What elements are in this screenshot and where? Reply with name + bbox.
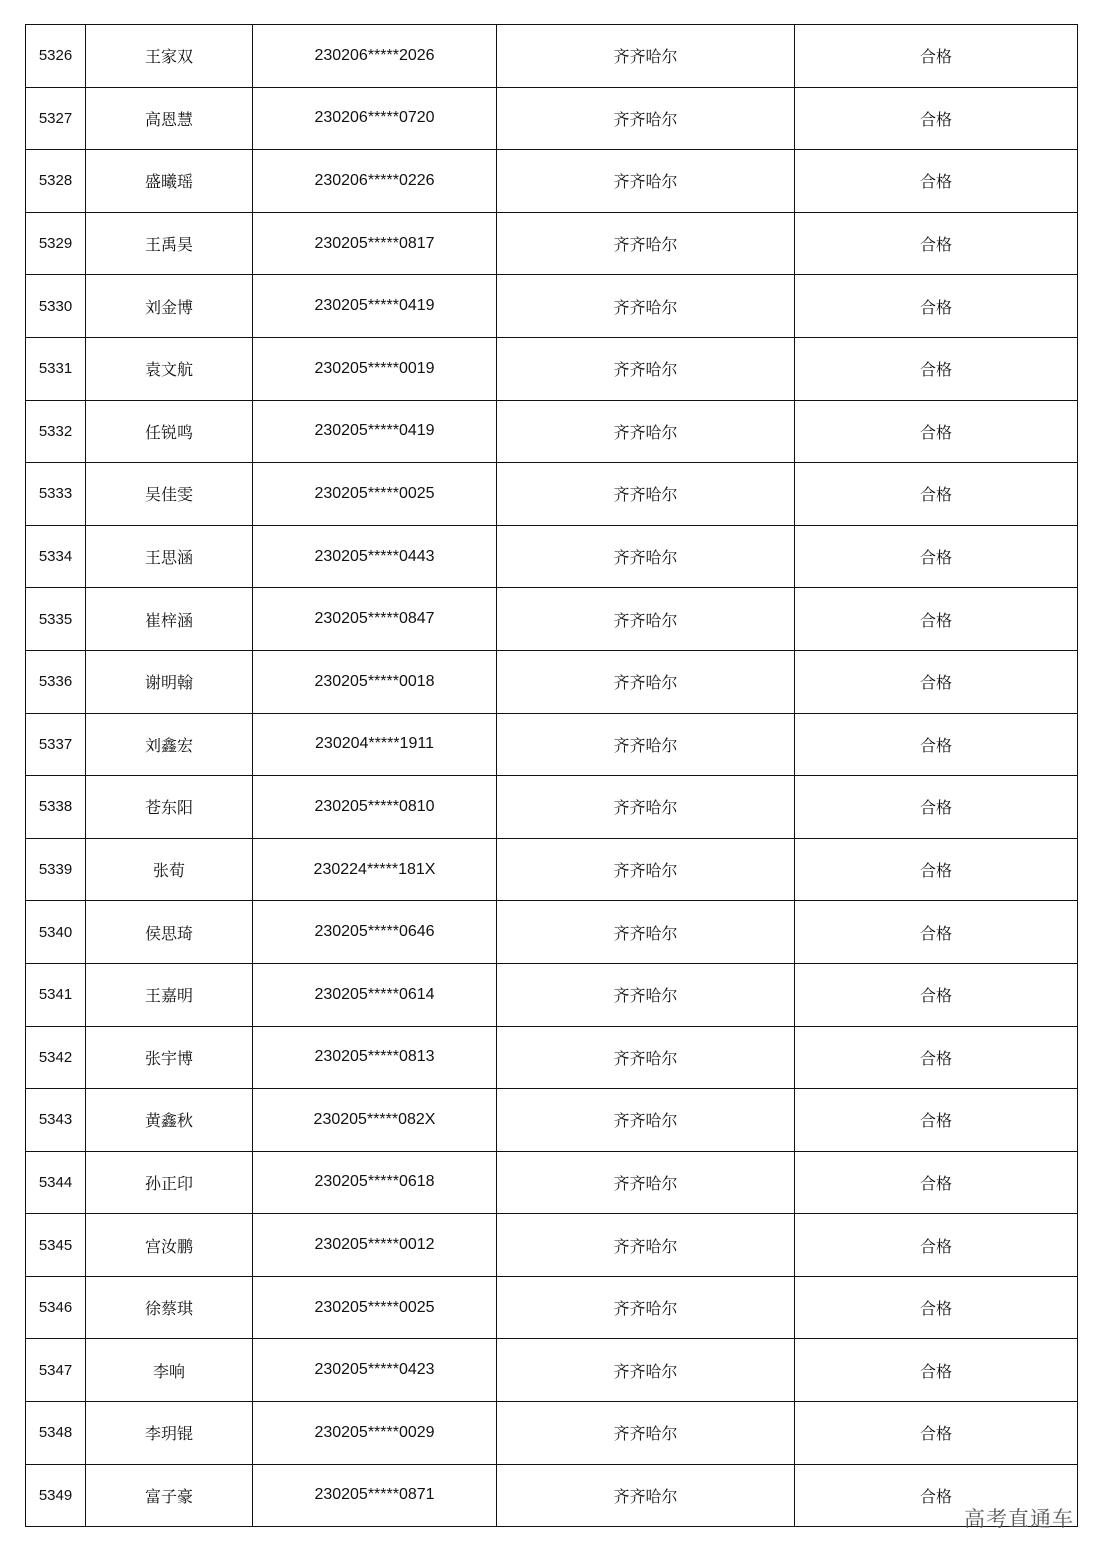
cell-seq: 5326 [26,25,86,88]
cell-name: 高恩慧 [86,87,253,150]
cell-result: 合格 [795,1214,1078,1277]
roster-sheet [25,24,1077,1527]
cell-id-number: 230206*****0720 [253,87,497,150]
cell-result: 合格 [795,275,1078,338]
cell-id-number: 230205*****0443 [253,525,497,588]
cell-name: 王思涵 [86,525,253,588]
table-row [26,1151,1078,1214]
cell-result: 合格 [795,400,1078,463]
roster-table-body [26,25,1078,1527]
cell-id-number: 230205*****0813 [253,1026,497,1089]
cell-id-number: 230205*****0810 [253,776,497,839]
cell-region: 齐齐哈尔 [497,275,795,338]
cell-result: 合格 [795,1339,1078,1402]
cell-result: 合格 [795,1089,1078,1152]
cell-id-number: 230205*****0614 [253,963,497,1026]
cell-seq: 5338 [26,776,86,839]
cell-id-number: 230204*****1911 [253,713,497,776]
cell-id-number: 230205*****082X [253,1089,497,1152]
cell-region: 齐齐哈尔 [497,212,795,275]
table-row [26,1089,1078,1152]
cell-result: 合格 [795,525,1078,588]
cell-name: 袁文航 [86,337,253,400]
table-row [26,1464,1078,1527]
cell-result: 合格 [795,87,1078,150]
cell-seq: 5346 [26,1276,86,1339]
cell-seq: 5328 [26,150,86,213]
cell-result: 合格 [795,1276,1078,1339]
cell-id-number: 230205*****0646 [253,901,497,964]
roster-table [25,24,1078,1527]
table-row [26,337,1078,400]
cell-result: 合格 [795,713,1078,776]
cell-region: 齐齐哈尔 [497,1339,795,1402]
cell-id-number: 230206*****0226 [253,150,497,213]
cell-name: 任锐鸣 [86,400,253,463]
cell-name: 黄鑫秋 [86,1089,253,1152]
cell-seq: 5341 [26,963,86,1026]
table-row [26,212,1078,275]
table-row [26,525,1078,588]
cell-seq: 5330 [26,275,86,338]
cell-name: 侯思琦 [86,901,253,964]
cell-region: 齐齐哈尔 [497,963,795,1026]
table-row [26,650,1078,713]
cell-region: 齐齐哈尔 [497,1026,795,1089]
cell-region: 齐齐哈尔 [497,650,795,713]
cell-id-number: 230206*****2026 [253,25,497,88]
cell-id-number: 230224*****181X [253,838,497,901]
cell-region: 齐齐哈尔 [497,25,795,88]
cell-name: 张荀 [86,838,253,901]
cell-seq: 5347 [26,1339,86,1402]
cell-region: 齐齐哈尔 [497,87,795,150]
cell-name: 张宇博 [86,1026,253,1089]
cell-seq: 5340 [26,901,86,964]
cell-result: 合格 [795,1402,1078,1465]
cell-result: 合格 [795,650,1078,713]
cell-seq: 5333 [26,463,86,526]
cell-name: 李响 [86,1339,253,1402]
cell-seq: 5343 [26,1089,86,1152]
cell-region: 齐齐哈尔 [497,1464,795,1527]
cell-seq: 5348 [26,1402,86,1465]
cell-id-number: 230205*****0847 [253,588,497,651]
table-row [26,588,1078,651]
cell-name: 刘金博 [86,275,253,338]
table-row [26,1339,1078,1402]
cell-result: 合格 [795,150,1078,213]
cell-id-number: 230205*****0025 [253,1276,497,1339]
watermark-text: 高考直通车 [964,1507,1074,1531]
cell-name: 徐蔡琪 [86,1276,253,1339]
cell-name: 刘鑫宏 [86,713,253,776]
cell-result: 合格 [795,1151,1078,1214]
table-row [26,25,1078,88]
cell-id-number: 230205*****0871 [253,1464,497,1527]
cell-region: 齐齐哈尔 [497,525,795,588]
cell-result: 合格 [795,463,1078,526]
cell-region: 齐齐哈尔 [497,776,795,839]
cell-result: 合格 [795,838,1078,901]
cell-id-number: 230205*****0423 [253,1339,497,1402]
cell-seq: 5349 [26,1464,86,1527]
cell-seq: 5336 [26,650,86,713]
cell-region: 齐齐哈尔 [497,588,795,651]
cell-name: 盛曦瑶 [86,150,253,213]
cell-result: 合格 [795,588,1078,651]
cell-seq: 5342 [26,1026,86,1089]
cell-id-number: 230205*****0019 [253,337,497,400]
cell-region: 齐齐哈尔 [497,1214,795,1277]
table-row [26,838,1078,901]
cell-id-number: 230205*****0618 [253,1151,497,1214]
cell-result: 合格 [795,337,1078,400]
table-row [26,87,1078,150]
cell-name: 崔梓涵 [86,588,253,651]
cell-seq: 5344 [26,1151,86,1214]
table-row [26,275,1078,338]
cell-result: 合格 [795,1464,1078,1527]
cell-seq: 5327 [26,87,86,150]
cell-name: 孙正印 [86,1151,253,1214]
cell-result: 合格 [795,1026,1078,1089]
cell-result: 合格 [795,25,1078,88]
cell-region: 齐齐哈尔 [497,1276,795,1339]
cell-seq: 5335 [26,588,86,651]
cell-name: 苍东阳 [86,776,253,839]
cell-name: 王嘉明 [86,963,253,1026]
cell-region: 齐齐哈尔 [497,1402,795,1465]
cell-region: 齐齐哈尔 [497,463,795,526]
cell-region: 齐齐哈尔 [497,1089,795,1152]
cell-name: 吴佳雯 [86,463,253,526]
cell-region: 齐齐哈尔 [497,400,795,463]
cell-seq: 5334 [26,525,86,588]
cell-result: 合格 [795,901,1078,964]
table-row [26,713,1078,776]
cell-region: 齐齐哈尔 [497,1151,795,1214]
cell-name: 王禹昊 [86,212,253,275]
table-row [26,1276,1078,1339]
cell-result: 合格 [795,212,1078,275]
cell-region: 齐齐哈尔 [497,713,795,776]
cell-id-number: 230205*****0419 [253,275,497,338]
table-row [26,901,1078,964]
cell-result: 合格 [795,776,1078,839]
cell-result: 合格 [795,963,1078,1026]
cell-name: 富子豪 [86,1464,253,1527]
cell-id-number: 230205*****0018 [253,650,497,713]
table-row [26,1214,1078,1277]
cell-seq: 5337 [26,713,86,776]
cell-id-number: 230205*****0817 [253,212,497,275]
table-row [26,400,1078,463]
cell-region: 齐齐哈尔 [497,337,795,400]
table-row [26,776,1078,839]
cell-region: 齐齐哈尔 [497,150,795,213]
cell-seq: 5332 [26,400,86,463]
cell-region: 齐齐哈尔 [497,901,795,964]
cell-seq: 5331 [26,337,86,400]
cell-name: 谢明翰 [86,650,253,713]
cell-seq: 5339 [26,838,86,901]
table-row [26,1402,1078,1465]
cell-region: 齐齐哈尔 [497,838,795,901]
cell-name: 李玥锟 [86,1402,253,1465]
cell-name: 王家双 [86,25,253,88]
cell-seq: 5345 [26,1214,86,1277]
cell-id-number: 230205*****0029 [253,1402,497,1465]
table-row [26,963,1078,1026]
cell-id-number: 230205*****0025 [253,463,497,526]
table-row [26,1026,1078,1089]
table-row [26,463,1078,526]
cell-seq: 5329 [26,212,86,275]
cell-name: 宫汝鹏 [86,1214,253,1277]
cell-id-number: 230205*****0419 [253,400,497,463]
table-row [26,150,1078,213]
cell-id-number: 230205*****0012 [253,1214,497,1277]
